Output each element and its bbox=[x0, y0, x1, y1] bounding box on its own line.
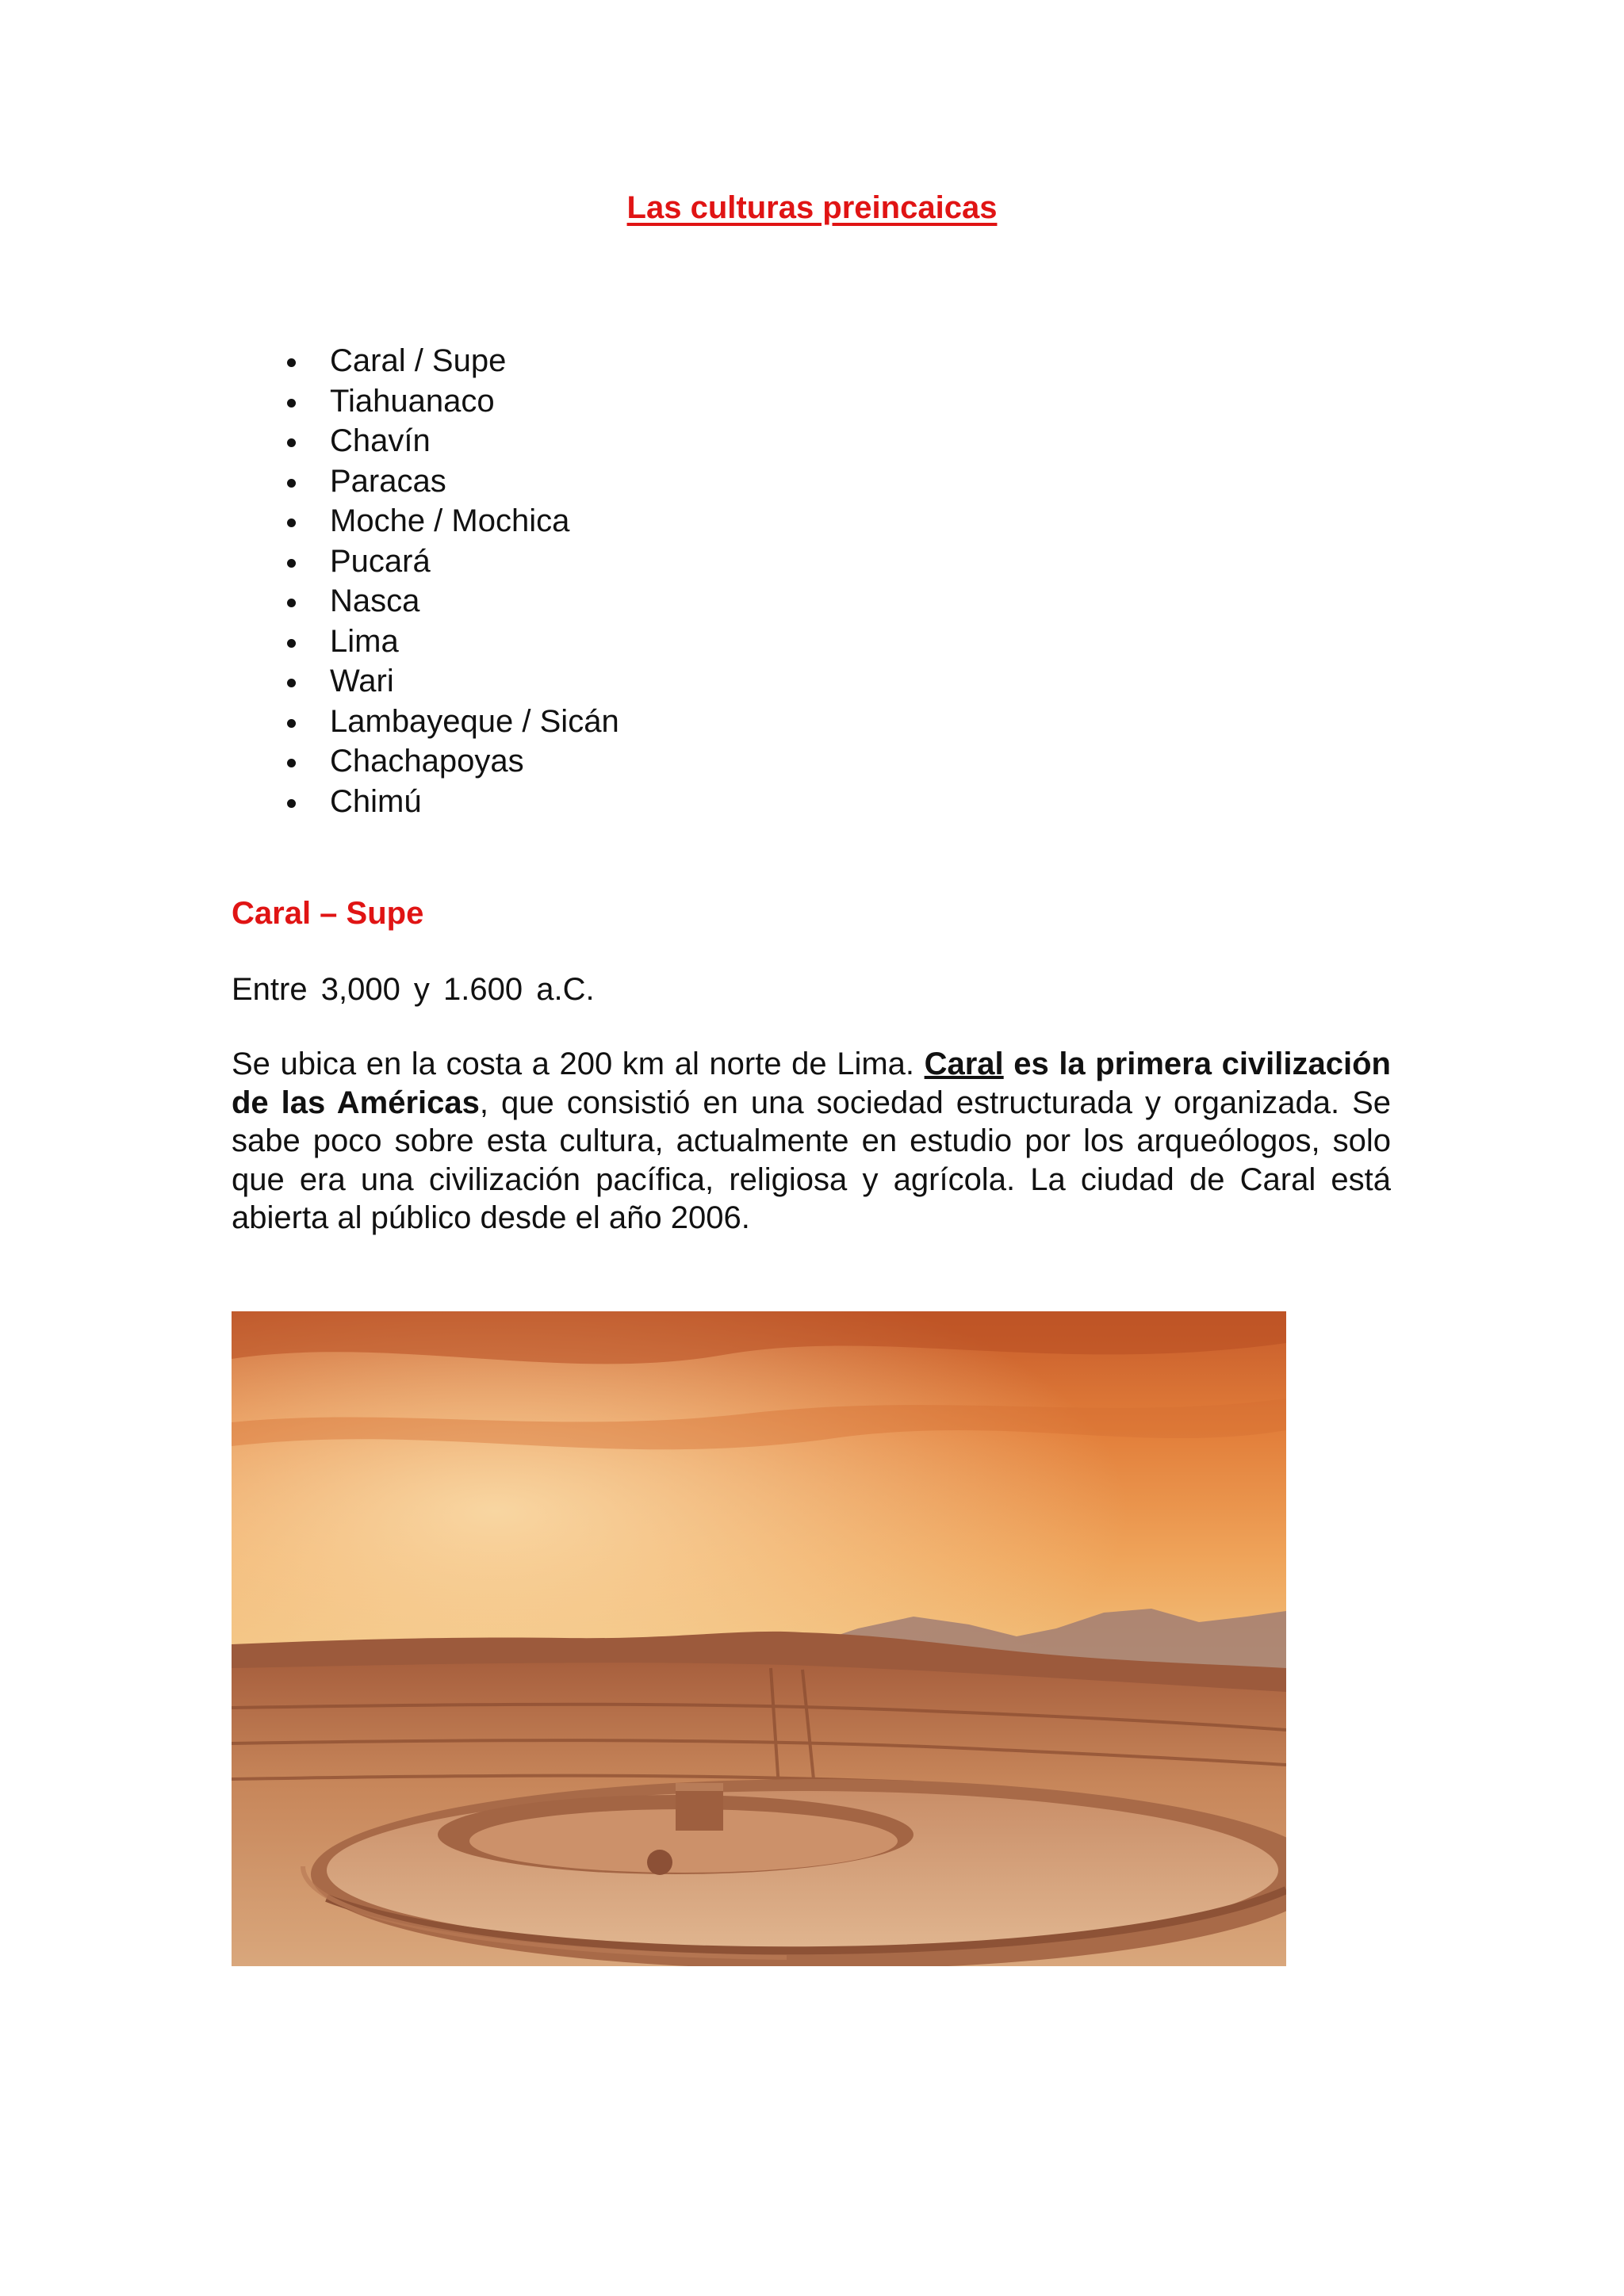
paragraph-bold-text: es la primera civilización de las Américas bbox=[232, 1047, 1391, 1120]
list-item-label: Pucará bbox=[330, 543, 431, 579]
section-paragraph bbox=[232, 1045, 1391, 1238]
bullet-icon bbox=[287, 799, 296, 808]
list-item-label: Lambayeque / Sicán bbox=[330, 703, 619, 739]
list-item bbox=[284, 381, 619, 422]
list-item bbox=[284, 421, 619, 461]
bullet-icon bbox=[287, 358, 296, 367]
bullet-icon bbox=[287, 759, 296, 767]
list-item bbox=[284, 661, 619, 702]
document-title: Las culturas preincaicas bbox=[626, 190, 998, 225]
list-item bbox=[284, 622, 619, 662]
culture-list bbox=[284, 341, 619, 821]
bullet-icon bbox=[287, 599, 296, 607]
list-item bbox=[284, 702, 619, 742]
list-item bbox=[284, 501, 619, 541]
list-item bbox=[284, 782, 619, 822]
list-item-label: Nasca bbox=[330, 584, 420, 618]
bullet-icon bbox=[287, 559, 296, 568]
list-item-label: Moche / Mochica bbox=[330, 503, 570, 538]
list-item bbox=[284, 541, 619, 582]
bullet-icon bbox=[287, 519, 296, 527]
bullet-icon bbox=[287, 399, 296, 408]
bullet-icon bbox=[287, 479, 296, 488]
list-item bbox=[284, 581, 619, 622]
caral-ruins-photo bbox=[232, 1311, 1286, 1966]
list-item-label: Paracas bbox=[330, 463, 446, 499]
bullet-icon bbox=[287, 679, 296, 687]
list-item bbox=[284, 341, 619, 381]
list-item-label: Chavín bbox=[330, 423, 431, 458]
caral-ruins-illustration bbox=[232, 1311, 1286, 1966]
list-item-label: Wari bbox=[330, 664, 394, 698]
bullet-icon bbox=[287, 639, 296, 648]
section-heading: Caral – Supe bbox=[232, 896, 424, 931]
date-range: Entre 3,000 y 1.600 a.C. bbox=[232, 972, 595, 1007]
list-item bbox=[284, 741, 619, 782]
bullet-icon bbox=[287, 719, 296, 728]
list-item-label: Chachapoyas bbox=[330, 744, 524, 779]
caral-link[interactable]: Caral bbox=[924, 1047, 1004, 1081]
list-item-label: Lima bbox=[330, 623, 399, 659]
bullet-icon bbox=[287, 438, 296, 447]
list-item bbox=[284, 461, 619, 502]
list-item-label: Chimú bbox=[330, 783, 422, 819]
paragraph-text: Se ubica en la costa a 200 km al norte de Lima. bbox=[232, 1047, 925, 1081]
list-item-label: Tiahuanaco bbox=[330, 383, 495, 419]
paragraph-text: , que consistió en una sociedad estructurada y organizada. Se sabe poco sobre esta cultura, actualmente en estudio por los arqueólogos, solo que era una civilización pacífica, religiosa y agrícola. La ciudad de Caral está abierta al público desde el año 2006. bbox=[232, 1085, 1391, 1235]
list-item-label: Caral / Supe bbox=[330, 343, 507, 378]
